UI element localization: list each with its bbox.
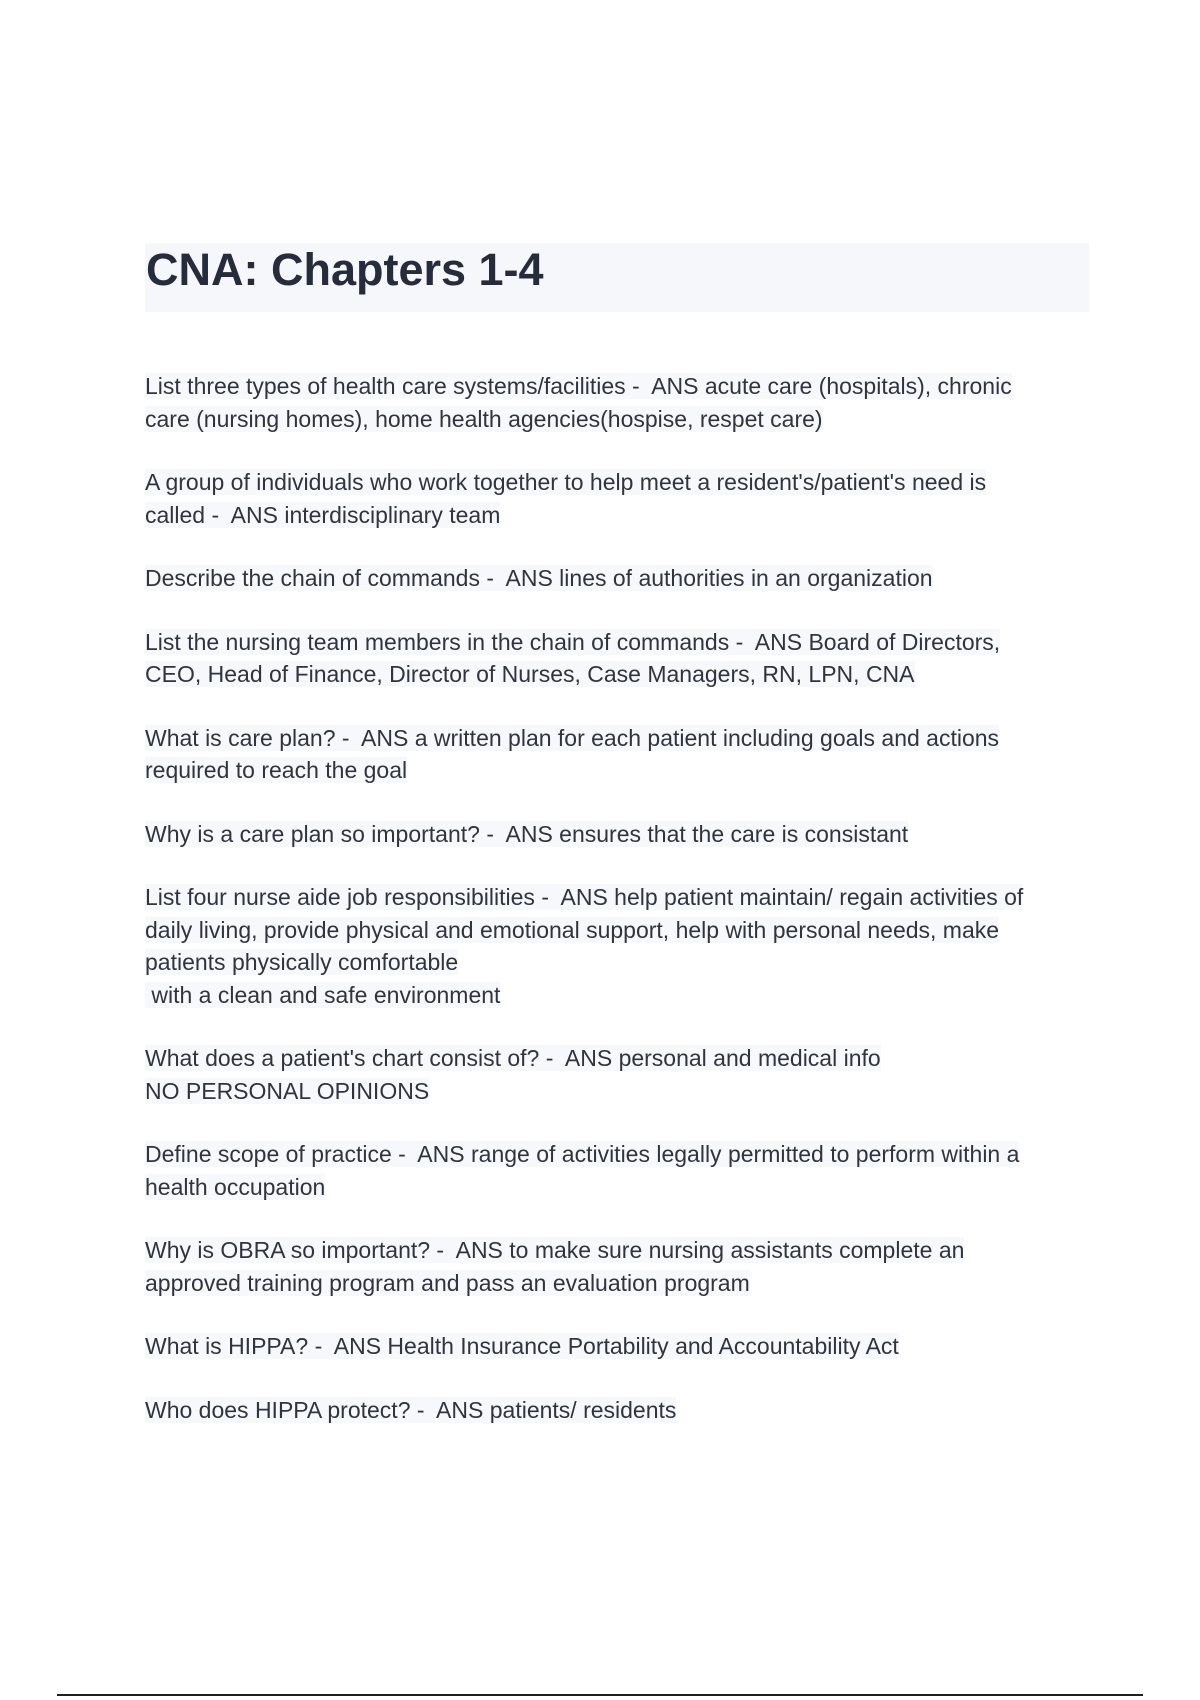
qa-item <box>145 626 1095 691</box>
qa-item <box>145 1330 1095 1363</box>
qa-line: Who does HIPPA protect? - ANS patients/ residents <box>145 1396 677 1423</box>
qa-line: What is care plan? - ANS a written plan for each patient including goals and actions <box>145 724 1000 751</box>
qa-item <box>145 1042 1095 1107</box>
qa-item <box>145 1138 1095 1203</box>
qa-line: Define scope of practice - ANS range of activities legally permitted to perform within a <box>145 1141 1020 1167</box>
qa-item <box>145 722 1095 787</box>
qa-item <box>145 1234 1095 1299</box>
page-bottom-divider <box>57 1694 1143 1696</box>
qa-line: List the nursing team members in the chain of commands - ANS Board of Directors, <box>145 628 1001 655</box>
qa-line: required to reach the goal <box>145 757 408 783</box>
qa-line: What is HIPPA? - ANS Health Insurance Portability and Accountability Act <box>145 1333 899 1359</box>
qa-line: daily living, provide physical and emotional support, help with personal needs, make <box>145 916 1000 943</box>
qa-line: A group of individuals who work together to help meet a resident's/patient's need is <box>145 469 987 495</box>
qa-item <box>145 818 1095 851</box>
qa-line: with a clean and safe environment <box>145 981 501 1008</box>
qa-line: Why is OBRA so important? - ANS to make sure nursing assistants complete an <box>145 1237 965 1263</box>
qa-list <box>145 370 1095 1457</box>
qa-line: patients physically comfortable <box>145 949 459 975</box>
qa-item <box>145 466 1095 531</box>
qa-line: approved training program and pass an evaluation program <box>145 1269 750 1296</box>
qa-item <box>145 881 1095 1011</box>
qa-line: List three types of health care systems/facilities - ANS acute care (hospitals), chronic <box>145 373 1012 399</box>
qa-line: Describe the chain of commands - ANS lines of authorities in an organization <box>145 565 933 591</box>
qa-line: care (nursing homes), home health agencies(hospise, respet care) <box>145 405 823 432</box>
qa-line: health occupation <box>145 1173 326 1200</box>
qa-item <box>145 562 1095 595</box>
qa-line: CEO, Head of Finance, Director of Nurses, Case Managers, RN, LPN, CNA <box>145 661 915 687</box>
qa-line: What does a patient's chart consist of? - ANS personal and medical info <box>145 1045 881 1071</box>
qa-item <box>145 370 1095 435</box>
page-title: CNA: Chapters 1-4 <box>146 244 544 295</box>
qa-line: called - ANS interdisciplinary team <box>145 501 501 528</box>
qa-line: List four nurse aide job responsibilities - ANS help patient maintain/ regain activities of <box>145 884 1024 910</box>
qa-item <box>145 1394 1095 1427</box>
qa-line: NO PERSONAL OPINIONS <box>145 1077 430 1104</box>
qa-line: Why is a care plan so important? - ANS ensures that the care is consistant <box>145 820 909 847</box>
